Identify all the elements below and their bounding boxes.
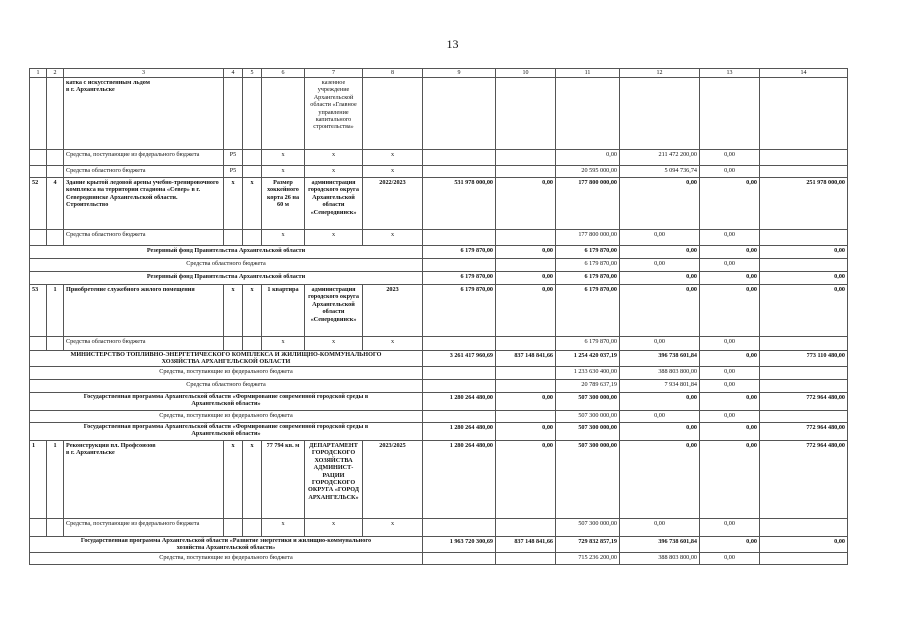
funding-source: Средства, поступающие из федерального бюджета bbox=[64, 150, 224, 166]
funding-source: Средства областного бюджета bbox=[30, 259, 423, 272]
project-name: Приобретение служебного жилого помещения bbox=[64, 285, 224, 337]
funding-source: Средства, поступающие из федерального бюджета bbox=[64, 519, 224, 537]
col-header: 4 bbox=[224, 69, 243, 78]
col-header: 9 bbox=[423, 69, 496, 78]
table-row: Средства областного бюджета х х х 6 179 870,00 0,00 0,00 bbox=[30, 337, 848, 351]
funding-source: Средства, поступающие из федерального бюджета bbox=[30, 411, 423, 423]
col-header: 10 bbox=[496, 69, 556, 78]
budget-table bbox=[29, 68, 848, 565]
col-header: 5 bbox=[243, 69, 262, 78]
page-number: 13 bbox=[446, 37, 459, 51]
section-title: Резервный фонд Правительства Архангельской области bbox=[30, 272, 423, 285]
table-row: Государственная программа Архангельской области «Формирование современной городской среды в Архангельской области» 1 280 264 480,00 0,00 507 300 000,00 0,00 0,00 772 964 480,00 bbox=[30, 423, 848, 441]
table-row: Резервный фонд Правительства Архангельской области 6 179 870,00 0,00 6 179 870,00 0,00 0,00 0,00 bbox=[30, 272, 848, 285]
table-row: 53 1 Приобретение служебного жилого помещения х х 1 квартира администрация городского округа Архангельской области «Северодвинск» 2023 6 179 870,00 0,00 6 179 870,00 0,00 0,00 0,00 bbox=[30, 285, 848, 337]
funding-source: Средства, поступающие из федерального бюджета bbox=[30, 553, 423, 565]
ministry-title: МИНИСТЕРСТВО ТОПЛИВНО-ЭНЕРГЕТИЧЕСКОГО КОМПЛЕКСА И ЖИЛИЩНО-КОММУНАЛЬНОГО ХОЗЯЙСТВА АРХАНГЕЛЬСКОЙ ОБЛАСТИ bbox=[30, 351, 423, 367]
table-row: Средства, поступающие из федерального бюджета Р5 х х х 0,00 211 472 200,00 0,00 bbox=[30, 150, 848, 166]
table-row: Средства, поступающие из федерального бюджета 1 233 630 400,00 388 803 800,00 0,00 bbox=[30, 367, 848, 380]
col-header: 7 bbox=[305, 69, 363, 78]
funding-source: Средства областного бюджета bbox=[30, 380, 423, 393]
program-title: Государственная программа Архангельской области «Формирование современной городской среды в Архангельской области» bbox=[30, 393, 423, 411]
funding-source: Средства областного бюджета bbox=[64, 230, 224, 246]
col-header: 3 bbox=[64, 69, 224, 78]
table-row: Средства областного бюджета Р5 х х х 20 595 000,00 5 094 736,74 0,00 bbox=[30, 166, 848, 178]
project-name: катка с искусственным льдом в г. Архангельске bbox=[64, 78, 224, 150]
project-name: Реконструкция пл. Профсоюзов в г. Архангельске bbox=[64, 441, 224, 519]
table-row: Государственная программа Архангельской области «Формирование современной городской среды в Архангельской области» 1 280 264 480,00 0,00 507 300 000,00 0,00 0,00 772 964 480,00 bbox=[30, 393, 848, 411]
customer: казенное учреждение Архангельской области «Главное управление капитального строительства» bbox=[305, 78, 363, 150]
funding-source: Средства областного бюджета bbox=[64, 337, 224, 351]
table-row: МИНИСТЕРСТВО ТОПЛИВНО-ЭНЕРГЕТИЧЕСКОГО КОМПЛЕКСА И ЖИЛИЩНО-КОММУНАЛЬНОГО ХОЗЯЙСТВА АРХАНГЕЛЬСКОЙ ОБЛАСТИ 3 261 417 960,69 837 148 841,66 1 254 420 037,19 396 738 601,84 0,00 773 110 480,00 bbox=[30, 351, 848, 367]
column-number-row bbox=[30, 69, 848, 78]
col-header: 12 bbox=[620, 69, 700, 78]
project-name: Здание крытой ледовой арены учебно-тренировочного комплекса на территории стадиона «Север» в г. Северодвинске Архангельской области. Строительство bbox=[64, 178, 224, 230]
table-row: Государственная программа Архангельской области «Развитие энергетики и жилищно-коммунального хозяйства Архангельской области» 1 963 720 300,69 837 148 841,66 729 832 857,19 396 738 601,84 0,00 0,00 bbox=[30, 537, 848, 553]
table-row: Средства областного бюджета 6 179 870,00 0,00 0,00 bbox=[30, 259, 848, 272]
table-row bbox=[30, 78, 848, 150]
program-title: Государственная программа Архангельской области «Формирование современной городской среды в Архангельской области» bbox=[30, 423, 423, 441]
col-header: 2 bbox=[47, 69, 64, 78]
table-row: 52 4 Здание крытой ледовой арены учебно-тренировочного комплекса на территории стадиона «Север» в г. Северодвинске Архангельской области. Строительство х х Размер хоккейного корта 26 на 60 м администрация городского округа Архангельской области «Северодвинск» 2022/2023 531 978 000,00 0,00 177 800 000,00 0,00 0,00 251 978 000,00 bbox=[30, 178, 848, 230]
funding-source: Средства областного бюджета bbox=[64, 166, 224, 178]
table-row: Средства областного бюджета 20 789 637,19 7 934 801,84 0,00 bbox=[30, 380, 848, 393]
table-row: Средства, поступающие из федерального бюджета х х х 507 300 000,00 0,00 0,00 bbox=[30, 519, 848, 537]
table-row: Средства, поступающие из федерального бюджета 507 300 000,00 0,00 0,00 bbox=[30, 411, 848, 423]
table-row: Средства, поступающие из федерального бюджета 715 236 200,00 388 803 800,00 0,00 bbox=[30, 553, 848, 565]
table-row: Резервный фонд Правительства Архангельской области 6 179 870,00 0,00 6 179 870,00 0,00 0,00 0,00 bbox=[30, 246, 848, 259]
funding-source: Средства, поступающие из федерального бюджета bbox=[30, 367, 423, 380]
table-row: 1 1 Реконструкция пл. Профсоюзов в г. Архангельске х х 77 794 кв. м ДЕПАРТАМЕНТ ГОРОДСКОГО ХОЗЯЙСТВА АДМИНИСТ-РАЦИИ ГОРОДСКОГО ОКРУГА «ГОРОД АРХАНГЕЛЬСК» 2023/2025 1 280 264 480,00 0,00 507 300 000,00 0,00 0,00 772 964 480,00 bbox=[30, 441, 848, 519]
col-header: 13 bbox=[700, 69, 760, 78]
col-header: 11 bbox=[556, 69, 620, 78]
col-header: 1 bbox=[30, 69, 47, 78]
program-title: Государственная программа Архангельской области «Развитие энергетики и жилищно-коммунального хозяйства Архангельской области» bbox=[30, 537, 423, 553]
table-row: Средства областного бюджета х х х 177 800 000,00 0,00 0,00 bbox=[30, 230, 848, 246]
col-header: 6 bbox=[262, 69, 305, 78]
col-header: 8 bbox=[363, 69, 423, 78]
section-title: Резервный фонд Правительства Архангельской области bbox=[30, 246, 423, 259]
col-header: 14 bbox=[760, 69, 848, 78]
